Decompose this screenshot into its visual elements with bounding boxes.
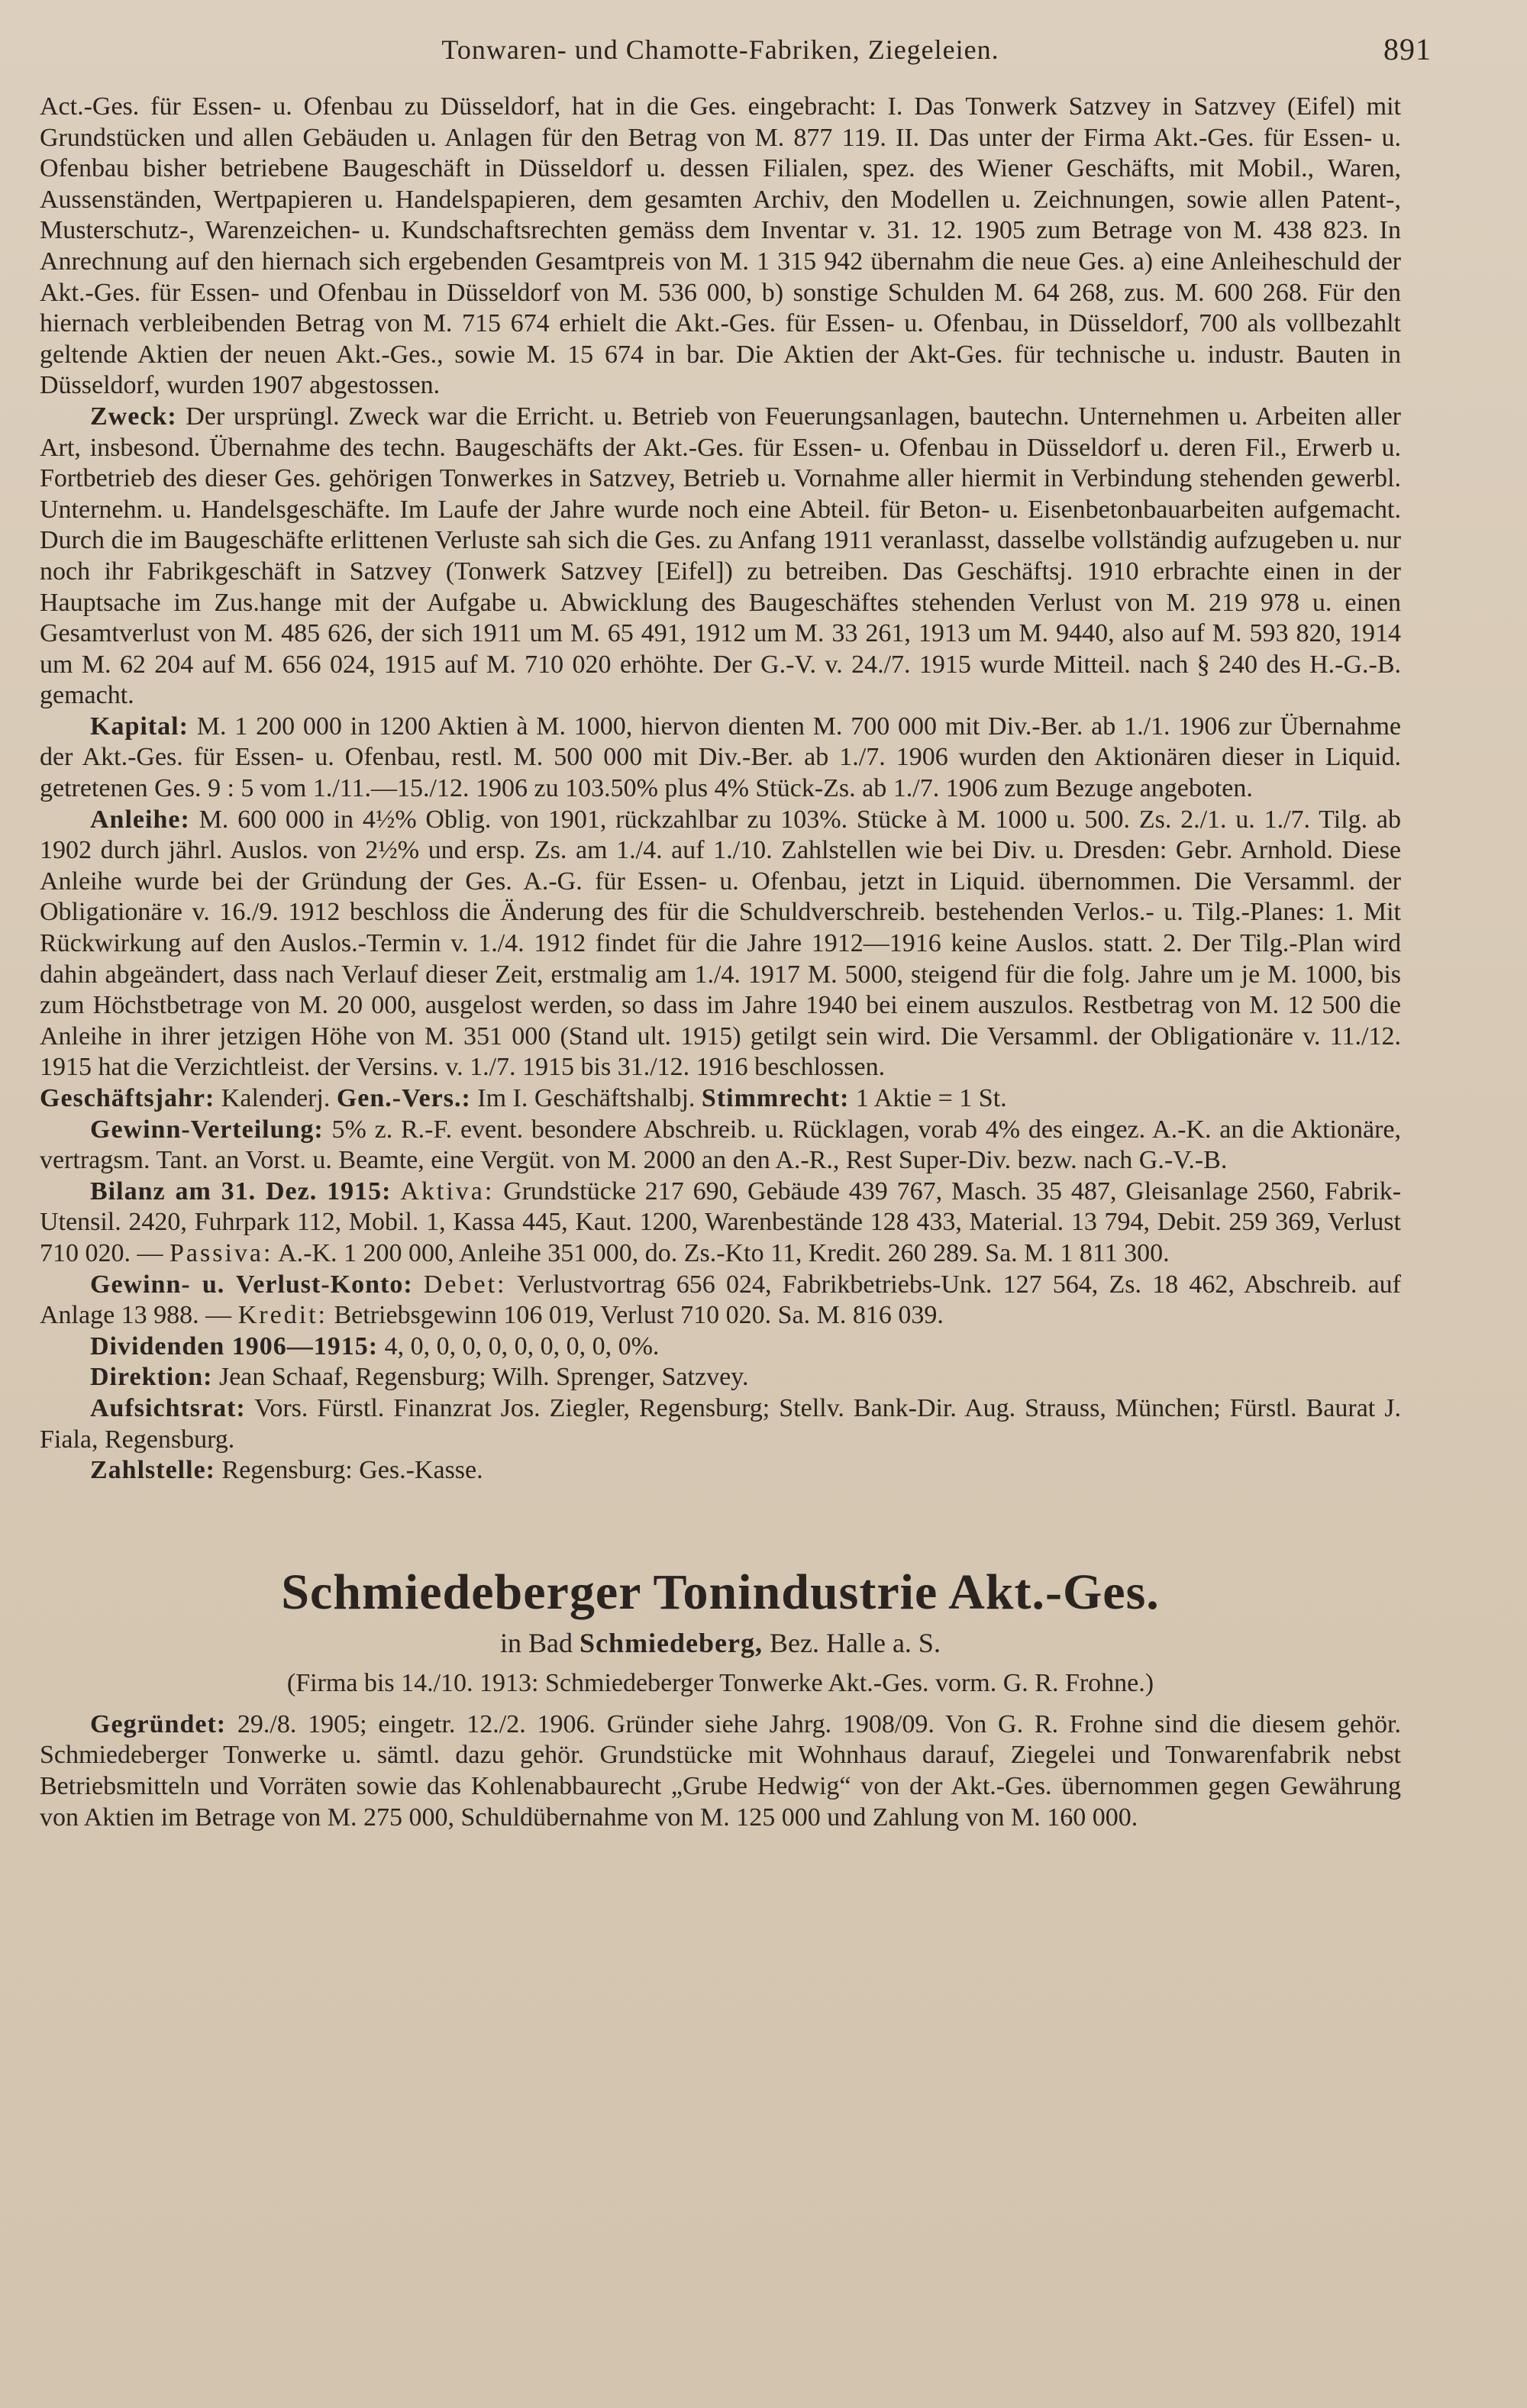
- kapital-text: M. 1 200 000 in 1200 Aktien à M. 1000, hiervon dienten M. 700 000 mit Div.-Ber. ab 1./1. 1906 zur Übernahme der Akt.-Ges. für Essen- u. Ofenbau, restl. M. 500 000 mit Div.-Ber. ab 1./7. 1906 wurden den Aktionären dieser in Liquid. getretenen Ges. 9 : 5 vom 1./11.—15./12. 1906 zu 103.50% plus 4% Stück-Zs. ab 1./7. 1906 zum Bezuge angeboten.: [40, 712, 1401, 803]
- aufsichtsrat-text: Vors. Fürstl. Finanzrat Jos. Ziegler, Regensburg; Stellv. Bank-Dir. Aug. Strauss, München; Fürstl. Baurat J. Fiala, Regensburg.: [40, 1393, 1402, 1454]
- running-title: Tonwaren- und Chamotte-Fabriken, Ziegeleien.: [441, 34, 999, 65]
- entry-satzvey: [40, 92, 1401, 1833]
- anleihe-label: Anleihe:: [90, 805, 190, 834]
- gewinn-verteilung-label: Gewinn-Verteilung:: [90, 1115, 324, 1144]
- zahlstelle-text: Regensburg: Ges.-Kasse.: [221, 1456, 483, 1485]
- section-anleihe: [40, 805, 1401, 1083]
- page-number: 891: [1383, 32, 1432, 66]
- direktion-label: Direktion:: [90, 1363, 213, 1392]
- gen-vers-text: Im I. Geschäftshalbj.: [477, 1084, 696, 1112]
- running-head: [40, 31, 1432, 76]
- bilanz-passiva-label: Passiva:: [169, 1238, 273, 1267]
- section-gewinn-verteilung: [40, 1115, 1401, 1177]
- guv-kredit-text: Betriebsgewinn 106 019, Verlust 710 020. Sa. M. 816 039.: [334, 1301, 944, 1330]
- zweck-label: Zweck:: [90, 402, 177, 431]
- kapital-label: Kapital:: [90, 712, 189, 741]
- location-suffix: Bez. Halle a. S.: [770, 1627, 941, 1658]
- bilanz-aktiva-text: Grundstücke 217 690, Gebäude 439 767, Masch. 35 487, Gleisanlage 2560, Fabrik-Utensil. 2420, Fuhrpark 112, Mobil. 1, Kassa 445, Kaut. 1200, Warenbestände 128 433, Material. 13 794, Debit. 259 369, Verlust 710 020. —: [40, 1177, 1402, 1267]
- dividenden-label: Dividenden 1906—1915:: [90, 1332, 379, 1361]
- section-gap: [40, 1486, 1401, 1563]
- section-kapital: [40, 712, 1401, 805]
- gewinn-verteilung-text: 5% z. R.-F. event. besondere Abschreib. u. Rücklagen, vorab 4% des eingez. A.-K. an die Aktionäre, vertragsm. Tant. an Vorst. u. Beamte, eine Vergüt. von M. 2000 an den A.-R., Rest Super-Div. bezw. nach G.-V.-B.: [40, 1115, 1402, 1175]
- bilanz-passiva-text: A.-K. 1 200 000, Anleihe 351 000, do. Zs.-Kto 11, Kredit. 260 289. Sa. M. 1 811 300.: [278, 1238, 1170, 1267]
- geschaeftsjahr-text: Kalenderj.: [221, 1084, 331, 1112]
- section-gewinn-verlust: [40, 1270, 1401, 1332]
- zweck-text: Der ursprüngl. Zweck war die Erricht. u. Betrieb von Feuerungsanlagen, bautechn. Unternehmen u. Arbeiten aller Art, insbesond. Übernahme des techn. Baugeschäfts der Akt.-Ges. für Essen- u. Ofenbau in Düsseldorf u. deren Fil., Erwerb u. Fortbetrieb des dieser Ges. gehörigen Tonwerkes in Satzvey, Betrieb u. Vornahme aller hiermit in Verbindung stehenden gewerbl. Unternehm. u. Handelsgeschäfte. Im Laufe der Jahre wurde noch eine Abteil. für Beton- u. Eisenbetonbauarbeiten aufgemacht. Durch die im Baugeschäfte erlittenen Verluste sah sich die Ges. zu Anfang 1911 veranlasst, dasselbe vollständig aufzugeben u. nur noch ihr Fabrikgeschäft in Satzvey (Tonwerk Satzvey [Eifel]) zu betreiben. Das Geschäftsj. 1910 erbrachte einen in der Hauptsache im Zus.hange mit der Aufgabe u. Abwicklung des Baugeschäftes stehenden Verlust von M. 219 978 u. einen Gesamtverlust von M. 485 626, der sich 1911 um M. 65 491, 1912 um M. 33 261, 1913 um M. 9440, also auf M. 593 820, 1914 um M. 62 204 auf M. 656 024, 1915 auf M. 710 020 erhöhte. Der G.-V. v. 24./7. 1915 wurde Mitteil. nach § 240 des H.-G.-B. gemacht.: [40, 402, 1401, 710]
- section-direktion: [40, 1362, 1401, 1393]
- gegruendet-label: Gegründet:: [90, 1709, 227, 1738]
- stimmrecht-text: 1 Aktie = 1 St.: [855, 1084, 1007, 1112]
- entry-intro: Act.-Ges. für Essen- u. Ofenbau zu Düsseldorf, hat in die Ges. eingebracht: I. Das Tonwerk Satzvey in Satzvey (Eifel) mit Grundstücken und allen Gebäuden u. Anlagen für den Betrag von M. 877 119. II. Das unter der Firma Akt.-Ges. für Essen- u. Ofenbau bisher betriebene Baugeschäft in Düsseldorf u. dessen Filialen, spez. des Wiener Geschäfts, mit Mobil., Waren, Aussenständen, Wertpapieren u. Handelspapieren, dem gesamten Archiv, den Modellen u. Zeichnungen, sowie allen Patent-, Musterschutz-, Warenzeichen- u. Kundschaftsrechten gemäss dem Inventar v. 31. 12. 1905 zum Betrage von M. 438 823. In Anrechnung auf den hiernach sich ergebenden Gesamtpreis von M. 1 315 942 übernahm die neue Ges. a) eine Anleiheschuld der Akt.-Ges. für Essen- und Ofenbau in Düsseldorf von M. 536 000, b) sonstige Schulden M. 64 268, zus. M. 600 268. Für den hiernach verbleibenden Betrag von M. 715 674 erhielt die Akt.-Ges. für Essen- u. Ofenbau, in Düsseldorf, 700 als vollbezahlt geltende Aktien der neuen Akt.-Ges., sowie M. 15 674 in bar. Die Aktien der Akt-Ges. für technische u. industr. Bauten in Düsseldorf, wurden 1907 abgestossen.: [40, 92, 1401, 400]
- section-dividenden: [40, 1332, 1401, 1363]
- company-title: Schmiedeberger Tonindustrie Akt.-Ges.: [281, 1564, 1160, 1620]
- direktion-text: Jean Schaaf, Regensburg; Wilh. Sprenger, Satzvey.: [218, 1363, 749, 1392]
- section-gegruendet: [40, 1709, 1401, 1833]
- dividenden-text: 4, 0, 0, 0, 0, 0, 0, 0, 0, 0%.: [384, 1332, 660, 1361]
- stimmrecht-label: Stimmrecht:: [701, 1084, 850, 1112]
- guv-kredit-label: Kredit:: [237, 1301, 328, 1330]
- gegruendet-text: 29./8. 1905; eingetr. 12./2. 1906. Gründer siehe Jahrg. 1908/09. Von G. R. Frohne sind die diesem gehör. Schmiedeberger Tonwerke u. sämtl. dazu gehör. Grundstücke mit Wohnhaus darauf, Ziegelei und Tonwarenfabrik nebst Betriebsmitteln und Vorräten sowie das Kohlenabbaurecht „Grube Hedwig“ von der Akt.-Ges. übernommen gegen Gewährung von Aktien im Betrage von M. 275 000, Schuldübernahme von M. 125 000 und Zahlung von M. 160 000.: [40, 1709, 1401, 1832]
- section-zweck: [40, 402, 1401, 712]
- zahlstelle-label: Zahlstelle:: [90, 1456, 215, 1485]
- guv-debet-text: Verlustvortrag 656 024, Fabrikbetriebs-Unk. 127 564, Zs. 18 462, Abschreib. auf Anlage 13 988. —: [40, 1270, 1401, 1330]
- location-town: Schmiedeberg,: [579, 1627, 764, 1658]
- guv-debet-label: Debet:: [423, 1270, 507, 1299]
- guv-label: Gewinn- u. Verlust-Konto:: [90, 1270, 413, 1299]
- bilanz-aktiva-label: Aktiva:: [400, 1177, 495, 1206]
- section-aufsichtsrat: [40, 1393, 1401, 1455]
- gen-vers-label: Gen.-Vers.:: [336, 1084, 471, 1112]
- anleihe-text: M. 600 000 in 4½% Oblig. von 1901, rückzahlbar zu 103%. Stücke à M. 1000 u. 500. Zs. 2./1. u. 1./7. Tilg. ab 1902 durch jährl. Auslos. von 2½% und ersp. Zs. am 1./4. auf 1./10. Zahlstellen wie bei Div. u. Dresden: Gebr. Arnhold. Diese Anleihe wurde bei der Gründung der Ges. A.-G. für Essen- u. Ofenbau, jetzt in Liquid. übernommen. Die Versamml. der Obligationäre v. 16./9. 1912 beschloss die Änderung des für die Schuldverschreib. bestehenden Verlos.- u. Tilg.-Planes: 1. Mit Rückwirkung auf den Auslos.-Termin v. 1./4. 1912 findet für die Jahre 1912—1916 keine Auslos. statt. 2. Der Tilg.-Plan wird dahin abgeändert, dass nach Verlauf dieser Zeit, erstmalig am 1./4. 1917 M. 5000, steigend für die folg. Jahre um je M. 1000, bis zum Höchstbetrage von M. 20 000, ausgelost werden, so dass im Jahre 1940 bei einem auszulos. Restbetrag von M. 12 500 die Anleihe in ihrer jetzigen Höhe von M. 351 000 (Stand ult. 1915) getilgt sein wird. Die Versamml. der Obligationäre v. 11./12. 1915 hat die Verzichtleist. der Versins. v. 1./7. 1915 bis 31./12. 1916 beschlossen.: [40, 805, 1402, 1082]
- company-location: [40, 1625, 1401, 1661]
- section-bilanz: [40, 1177, 1401, 1270]
- bilanz-label: Bilanz am 31. Dez. 1915:: [90, 1177, 392, 1206]
- geschaeftsjahr-label: Geschäftsjahr:: [40, 1084, 215, 1112]
- section-general: [40, 1083, 1401, 1115]
- location-prefix: in Bad: [500, 1627, 573, 1658]
- aufsichtsrat-label: Aufsichtsrat:: [90, 1393, 246, 1422]
- section-zahlstelle: [40, 1455, 1401, 1486]
- company-former-firm: (Firma bis 14./10. 1913: Schmiedeberger Tonwerke Akt.-Ges. vorm. G. R. Frohne.): [286, 1668, 1154, 1697]
